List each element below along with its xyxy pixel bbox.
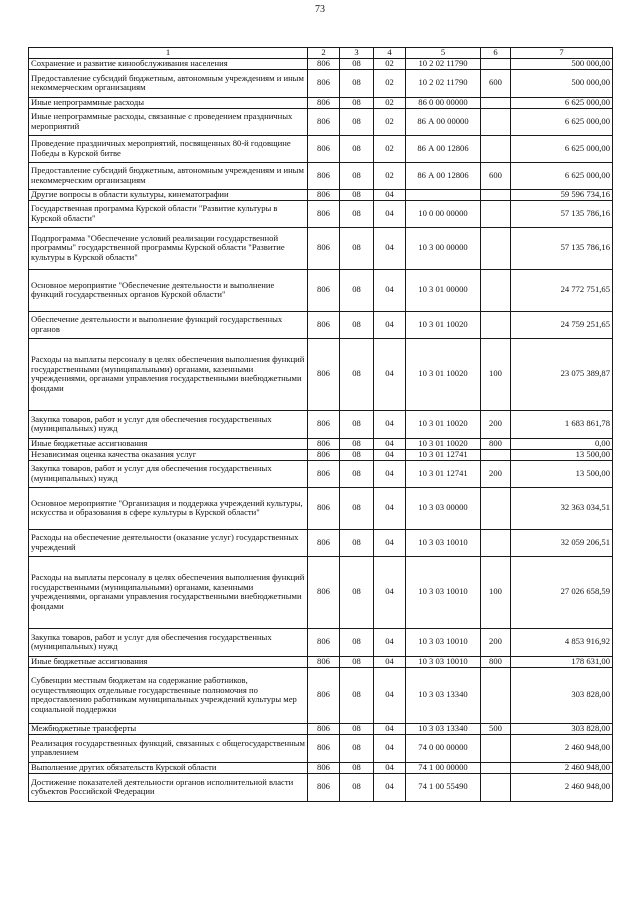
target-article-code: 86 А 00 12806 bbox=[406, 135, 481, 162]
table-row bbox=[29, 734, 613, 762]
amount: 57 135 786,16 bbox=[511, 200, 613, 227]
subsection-code: 04 bbox=[374, 773, 406, 801]
amount: 32 363 034,51 bbox=[511, 487, 613, 529]
item-name: Закупка товаров, работ и услуг для обеспечения государственных (муниципальных) нужд bbox=[29, 628, 308, 656]
subsection-code: 04 bbox=[374, 656, 406, 667]
subsection-code: 04 bbox=[374, 227, 406, 269]
ministry-code: 806 bbox=[308, 97, 340, 108]
expense-type-code: 500 bbox=[481, 723, 511, 734]
target-article-code: 10 3 03 10010 bbox=[406, 556, 481, 628]
table-row bbox=[29, 58, 613, 69]
table-row bbox=[29, 667, 613, 723]
target-article-code: 10 3 01 10020 bbox=[406, 410, 481, 438]
amount: 13 500,00 bbox=[511, 460, 613, 487]
section-code: 08 bbox=[340, 108, 374, 135]
expense-type-code bbox=[481, 58, 511, 69]
subsection-code: 04 bbox=[374, 762, 406, 773]
section-code: 08 bbox=[340, 410, 374, 438]
expense-type-code bbox=[481, 667, 511, 723]
ministry-code: 806 bbox=[308, 200, 340, 227]
ministry-code: 806 bbox=[308, 438, 340, 449]
table-row bbox=[29, 773, 613, 801]
table-row bbox=[29, 108, 613, 135]
amount: 24 759 251,65 bbox=[511, 311, 613, 338]
subsection-code: 04 bbox=[374, 628, 406, 656]
amount: 27 026 658,59 bbox=[511, 556, 613, 628]
subsection-code: 04 bbox=[374, 556, 406, 628]
item-name: Основное мероприятие "Обеспечение деятельности и выполнение функций государственных органов Курской области" bbox=[29, 269, 308, 311]
amount: 24 772 751,65 bbox=[511, 269, 613, 311]
expense-type-code bbox=[481, 97, 511, 108]
amount: 32 059 206,51 bbox=[511, 529, 613, 556]
item-name: Расходы на обеспечение деятельности (оказание услуг) государственных учреждений bbox=[29, 529, 308, 556]
item-name: Расходы на выплаты персоналу в целях обеспечения выполнения функций государственными (муниципальными) органами, казенными учреждениями, органами управления государственными внебюджетными фондами bbox=[29, 556, 308, 628]
target-article-code: 10 3 00 00000 bbox=[406, 227, 481, 269]
expense-type-code bbox=[481, 529, 511, 556]
table-row bbox=[29, 628, 613, 656]
table-row bbox=[29, 189, 613, 200]
ministry-code: 806 bbox=[308, 556, 340, 628]
ministry-code: 806 bbox=[308, 762, 340, 773]
subsection-code: 04 bbox=[374, 311, 406, 338]
table-row bbox=[29, 487, 613, 529]
table-row bbox=[29, 162, 613, 189]
table-row bbox=[29, 338, 613, 410]
section-code: 08 bbox=[340, 762, 374, 773]
amount: 1 683 861,78 bbox=[511, 410, 613, 438]
section-code: 08 bbox=[340, 529, 374, 556]
header-col-2: 2 bbox=[308, 48, 340, 59]
section-code: 08 bbox=[340, 734, 374, 762]
subsection-code: 04 bbox=[374, 410, 406, 438]
section-code: 08 bbox=[340, 162, 374, 189]
table-row bbox=[29, 449, 613, 460]
section-code: 08 bbox=[340, 556, 374, 628]
amount: 6 625 000,00 bbox=[511, 97, 613, 108]
ministry-code: 806 bbox=[308, 69, 340, 97]
table-row bbox=[29, 200, 613, 227]
section-code: 08 bbox=[340, 189, 374, 200]
amount: 4 853 916,92 bbox=[511, 628, 613, 656]
amount: 59 596 734,16 bbox=[511, 189, 613, 200]
item-name: Иные бюджетные ассигнования bbox=[29, 438, 308, 449]
item-name: Государственная программа Курской области "Развитие культуры в Курской области" bbox=[29, 200, 308, 227]
target-article-code: 10 3 03 10010 bbox=[406, 656, 481, 667]
section-code: 08 bbox=[340, 69, 374, 97]
table-row bbox=[29, 135, 613, 162]
ministry-code: 806 bbox=[308, 734, 340, 762]
section-code: 08 bbox=[340, 773, 374, 801]
ministry-code: 806 bbox=[308, 449, 340, 460]
page-number: 73 bbox=[315, 4, 325, 15]
target-article-code: 10 3 03 10010 bbox=[406, 628, 481, 656]
section-code: 08 bbox=[340, 438, 374, 449]
item-name: Достижение показателей деятельности органов исполнительной власти субъектов Российской Федерации bbox=[29, 773, 308, 801]
section-code: 08 bbox=[340, 135, 374, 162]
ministry-code: 806 bbox=[308, 135, 340, 162]
item-name: Иные бюджетные ассигнования bbox=[29, 656, 308, 667]
item-name: Выполнение других обязательств Курской области bbox=[29, 762, 308, 773]
expense-type-code bbox=[481, 227, 511, 269]
ministry-code: 806 bbox=[308, 773, 340, 801]
ministry-code: 806 bbox=[308, 338, 340, 410]
expense-type-code: 200 bbox=[481, 628, 511, 656]
amount: 0,00 bbox=[511, 438, 613, 449]
header-col-3: 3 bbox=[340, 48, 374, 59]
table-row bbox=[29, 269, 613, 311]
expense-type-code bbox=[481, 269, 511, 311]
ministry-code: 806 bbox=[308, 410, 340, 438]
target-article-code: 10 3 03 13340 bbox=[406, 723, 481, 734]
item-name: Предоставление субсидий бюджетным, автономным учреждениям и иным некоммерческим организациям bbox=[29, 69, 308, 97]
table-row bbox=[29, 410, 613, 438]
section-code: 08 bbox=[340, 227, 374, 269]
target-article-code: 74 1 00 55490 bbox=[406, 773, 481, 801]
target-article-code: 10 3 03 10010 bbox=[406, 529, 481, 556]
expense-type-code: 600 bbox=[481, 69, 511, 97]
item-name: Межбюджетные трансферты bbox=[29, 723, 308, 734]
item-name: Реализация государственных функций, связанных с общегосударственным управлением bbox=[29, 734, 308, 762]
ministry-code: 806 bbox=[308, 162, 340, 189]
ministry-code: 806 bbox=[308, 311, 340, 338]
section-code: 08 bbox=[340, 667, 374, 723]
expense-type-code: 800 bbox=[481, 656, 511, 667]
amount: 13 500,00 bbox=[511, 449, 613, 460]
table-row bbox=[29, 97, 613, 108]
item-name: Закупка товаров, работ и услуг для обеспечения государственных (муниципальных) нужд bbox=[29, 460, 308, 487]
table-header bbox=[29, 48, 613, 59]
table-row bbox=[29, 556, 613, 628]
budget-table bbox=[28, 47, 613, 802]
section-code: 08 bbox=[340, 311, 374, 338]
table-row bbox=[29, 762, 613, 773]
header-col-6: 6 bbox=[481, 48, 511, 59]
section-code: 08 bbox=[340, 656, 374, 667]
subsection-code: 02 bbox=[374, 162, 406, 189]
subsection-code: 04 bbox=[374, 189, 406, 200]
subsection-code: 04 bbox=[374, 460, 406, 487]
amount: 2 460 948,00 bbox=[511, 734, 613, 762]
subsection-code: 04 bbox=[374, 529, 406, 556]
expense-type-code bbox=[481, 449, 511, 460]
table-row bbox=[29, 438, 613, 449]
subsection-code: 04 bbox=[374, 269, 406, 311]
target-article-code: 86 0 00 00000 bbox=[406, 97, 481, 108]
amount: 500 000,00 bbox=[511, 69, 613, 97]
item-name: Иные непрограммные расходы, связанные с проведением праздничных мероприятий bbox=[29, 108, 308, 135]
subsection-code: 04 bbox=[374, 200, 406, 227]
target-article-code: 10 3 01 10020 bbox=[406, 311, 481, 338]
expense-type-code: 100 bbox=[481, 556, 511, 628]
section-code: 08 bbox=[340, 487, 374, 529]
subsection-code: 02 bbox=[374, 135, 406, 162]
section-code: 08 bbox=[340, 460, 374, 487]
target-article-code bbox=[406, 189, 481, 200]
amount: 2 460 948,00 bbox=[511, 762, 613, 773]
amount: 303 828,00 bbox=[511, 667, 613, 723]
target-article-code: 86 А 00 00000 bbox=[406, 108, 481, 135]
target-article-code: 86 А 00 12806 bbox=[406, 162, 481, 189]
expense-type-code bbox=[481, 734, 511, 762]
table-body bbox=[29, 58, 613, 801]
item-name: Основное мероприятие "Организация и поддержка учреждений культуры, искусства и образования в сфере культуры в Курской области" bbox=[29, 487, 308, 529]
subsection-code: 04 bbox=[374, 734, 406, 762]
item-name: Обеспечение деятельности и выполнение функций государственных органов bbox=[29, 311, 308, 338]
ministry-code: 806 bbox=[308, 108, 340, 135]
subsection-code: 02 bbox=[374, 58, 406, 69]
ministry-code: 806 bbox=[308, 227, 340, 269]
target-article-code: 10 0 00 00000 bbox=[406, 200, 481, 227]
ministry-code: 806 bbox=[308, 628, 340, 656]
ministry-code: 806 bbox=[308, 656, 340, 667]
header-col-4: 4 bbox=[374, 48, 406, 59]
expense-type-code bbox=[481, 487, 511, 529]
subsection-code: 04 bbox=[374, 667, 406, 723]
table-row bbox=[29, 311, 613, 338]
expense-type-code bbox=[481, 200, 511, 227]
amount: 6 625 000,00 bbox=[511, 108, 613, 135]
table-row bbox=[29, 656, 613, 667]
target-article-code: 10 3 01 10020 bbox=[406, 338, 481, 410]
amount: 23 075 389,87 bbox=[511, 338, 613, 410]
ministry-code: 806 bbox=[308, 487, 340, 529]
section-code: 08 bbox=[340, 338, 374, 410]
expense-type-code: 800 bbox=[481, 438, 511, 449]
amount: 500 000,00 bbox=[511, 58, 613, 69]
target-article-code: 10 3 03 00000 bbox=[406, 487, 481, 529]
target-article-code: 10 3 01 10020 bbox=[406, 438, 481, 449]
item-name: Подпрограмма "Обеспечение условий реализации государственной программы" государственной программы Курской области "Развитие культуры в Курской области" bbox=[29, 227, 308, 269]
target-article-code: 74 1 00 00000 bbox=[406, 762, 481, 773]
amount: 2 460 948,00 bbox=[511, 773, 613, 801]
expense-type-code bbox=[481, 189, 511, 200]
subsection-code: 04 bbox=[374, 338, 406, 410]
expense-type-code bbox=[481, 108, 511, 135]
amount: 57 135 786,16 bbox=[511, 227, 613, 269]
expense-type-code: 200 bbox=[481, 410, 511, 438]
amount: 303 828,00 bbox=[511, 723, 613, 734]
subsection-code: 04 bbox=[374, 449, 406, 460]
subsection-code: 04 bbox=[374, 487, 406, 529]
expense-type-code bbox=[481, 135, 511, 162]
header-col-5: 5 bbox=[406, 48, 481, 59]
ministry-code: 806 bbox=[308, 529, 340, 556]
expense-type-code: 100 bbox=[481, 338, 511, 410]
target-article-code: 10 2 02 11790 bbox=[406, 69, 481, 97]
target-article-code: 74 0 00 00000 bbox=[406, 734, 481, 762]
ministry-code: 806 bbox=[308, 460, 340, 487]
ministry-code: 806 bbox=[308, 189, 340, 200]
subsection-code: 02 bbox=[374, 108, 406, 135]
section-code: 08 bbox=[340, 200, 374, 227]
table-row bbox=[29, 227, 613, 269]
expense-type-code bbox=[481, 762, 511, 773]
item-name: Другие вопросы в области культуры, кинематографии bbox=[29, 189, 308, 200]
amount: 6 625 000,00 bbox=[511, 135, 613, 162]
item-name: Иные непрограммные расходы bbox=[29, 97, 308, 108]
item-name: Предоставление субсидий бюджетным, автономным учреждениям и иным некоммерческим организациям bbox=[29, 162, 308, 189]
header-col-7: 7 bbox=[511, 48, 613, 59]
subsection-code: 04 bbox=[374, 438, 406, 449]
section-code: 08 bbox=[340, 58, 374, 69]
item-name: Закупка товаров, работ и услуг для обеспечения государственных (муниципальных) нужд bbox=[29, 410, 308, 438]
subsection-code: 04 bbox=[374, 723, 406, 734]
expense-type-code bbox=[481, 773, 511, 801]
ministry-code: 806 bbox=[308, 269, 340, 311]
subsection-code: 02 bbox=[374, 97, 406, 108]
target-article-code: 10 3 03 13340 bbox=[406, 667, 481, 723]
item-name: Расходы на выплаты персоналу в целях обеспечения выполнения функций государственными (муниципальными) органами, казенными учреждениями, органами управления государственными внебюджетными фондами bbox=[29, 338, 308, 410]
subsection-code: 02 bbox=[374, 69, 406, 97]
section-code: 08 bbox=[340, 723, 374, 734]
table-row bbox=[29, 529, 613, 556]
expense-type-code: 600 bbox=[481, 162, 511, 189]
ministry-code: 806 bbox=[308, 667, 340, 723]
table-row bbox=[29, 723, 613, 734]
ministry-code: 806 bbox=[308, 723, 340, 734]
expense-type-code bbox=[481, 311, 511, 338]
item-name: Сохранение и развитие кинообслуживания населения bbox=[29, 58, 308, 69]
expense-type-code: 200 bbox=[481, 460, 511, 487]
amount: 6 625 000,00 bbox=[511, 162, 613, 189]
amount: 178 631,00 bbox=[511, 656, 613, 667]
section-code: 08 bbox=[340, 449, 374, 460]
table-row bbox=[29, 460, 613, 487]
section-code: 08 bbox=[340, 97, 374, 108]
target-article-code: 10 3 01 00000 bbox=[406, 269, 481, 311]
section-code: 08 bbox=[340, 628, 374, 656]
table-row bbox=[29, 69, 613, 97]
section-code: 08 bbox=[340, 269, 374, 311]
target-article-code: 10 3 01 12741 bbox=[406, 449, 481, 460]
item-name: Независимая оценка качества оказания услуг bbox=[29, 449, 308, 460]
target-article-code: 10 2 02 11790 bbox=[406, 58, 481, 69]
header-row bbox=[29, 48, 613, 59]
ministry-code: 806 bbox=[308, 58, 340, 69]
target-article-code: 10 3 01 12741 bbox=[406, 460, 481, 487]
header-col-1: 1 bbox=[29, 48, 308, 59]
item-name: Проведение праздничных мероприятий, посвященных 80-й годовщине Победы в Курской битве bbox=[29, 135, 308, 162]
item-name: Субвенции местным бюджетам на содержание работников, осуществляющих отдельные государственные полномочия по предоставлению работникам муниципальных учреждений культуры мер социальной поддержки bbox=[29, 667, 308, 723]
